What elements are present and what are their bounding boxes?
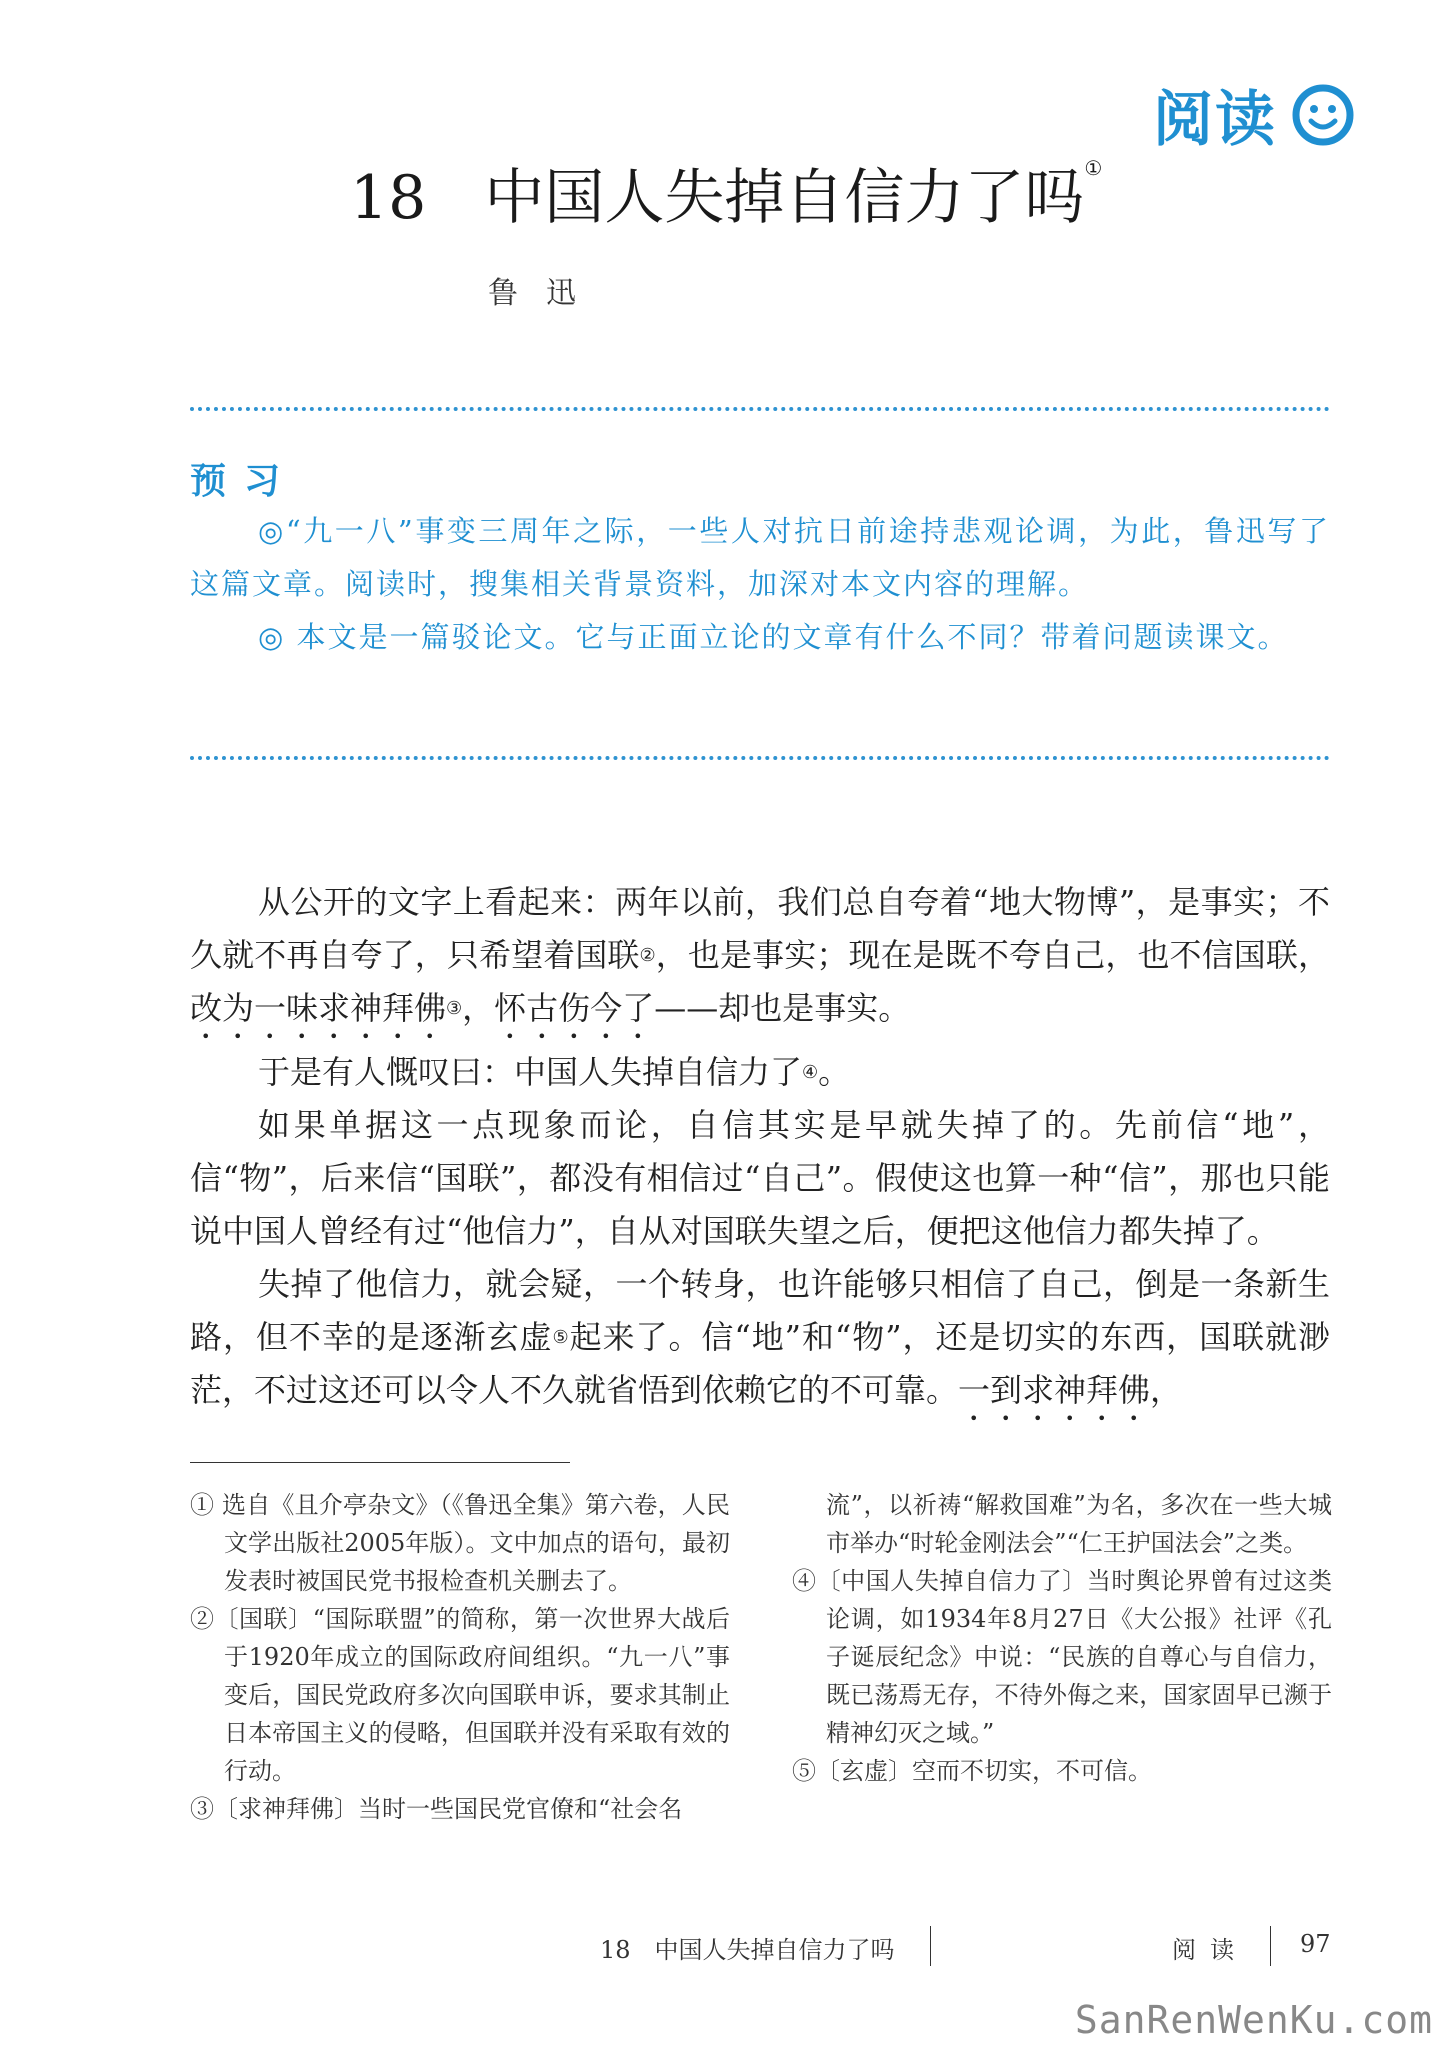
footnote-mark-5[interactable]: ⑤ [552,1327,570,1348]
footer-divider [930,1926,931,1966]
preview-item-1: ◎“九一八”事变三周年之际，一些人对抗日前途持悲观论调，为此，鲁迅写了这篇文章。阅读时，搜集相关背景资料，加深对本文内容的理解。 [190,514,1330,601]
paragraph-4: 失掉了他信力，就会疑，一个转身，也许能够只相信了自己，倒是一条新生路，但不幸的是逐渐玄虚⑤起来了。信“地”和“物”，还是切实的东西，国联就渺茫，不过这还可以令人不久就省悟到依赖它的不可靠。一到求神拜佛， [190,1265,1330,1409]
footnote-mark-3[interactable]: ③ [446,998,463,1019]
emphasized-phrase: 怀古伤今了 [494,989,655,1027]
paragraph-1: 从公开的文字上看起来：两年以前，我们总自夸着“地大物博”，是事实；不久就不再自夸了，只希望着国联②，也是事实；现在是既不夸自己，也不信国联，改为一味求神拜佛③，怀古伤今了——却也是事实。 [190,883,1330,1027]
footer-section: 阅读 [1172,1936,1248,1964]
emphasized-phrase: 一到求神拜佛， [958,1371,1183,1409]
footer-divider [1270,1926,1271,1966]
page-number: 97 [1300,1930,1331,1958]
preview-content [190,505,1330,664]
lesson-number: 18 [350,163,427,233]
paragraph-2: 于是有人慨叹曰：中国人失掉自信力了④。 [258,1053,851,1091]
footnote-mark-2[interactable]: ② [639,945,656,966]
title-footnote-mark[interactable]: ① [1084,156,1103,180]
section-tag-label: 阅读 [1153,85,1277,155]
lesson-title-text: 中国人失掉自信力了吗 [484,163,1085,233]
preview-item-2: ◎ 本文是一篇驳论文。它与正面立论的文章有什么不同？带着问题读课文。 [258,620,1289,654]
dotted-divider-bottom [190,756,1330,760]
footer-lesson-title: 18 中国人失掉自信力了吗 [600,1936,895,1964]
footnotes-right-column [792,1486,1332,1790]
footnote-1: ① 选自《且介亭杂文》（《鲁迅全集》第六卷，人民文学出版社2005年版）。文中加点的语句，最初发表时被国民党书报检查机关删去了。 [190,1491,730,1595]
footnote-5: ⑤〔玄虚〕空而不切实，不可信。 [792,1757,1152,1785]
footnotes-left-column [190,1486,730,1828]
footnote-3-continued: 流”，以祈祷“解救国难”为名，多次在一些大城市举办“时轮金刚法会”“仁王护国法会”之类。 [826,1491,1332,1557]
main-text [190,876,1330,1428]
preview-heading: 预习 [190,460,299,502]
section-tag [1153,72,1355,158]
footnote-rule [190,1462,570,1463]
emphasized-phrase: 改为一味求神拜佛 [190,989,447,1027]
paragraph-3: 如果单据这一点现象而论，自信其实是早就失掉了的。先前信“地”，信“物”，后来信“国联”，都没有相信过“自己”。假使这也算一种“信”，那也只能说中国人曾经有过“他信力”，自从对国联失望之后，便把这他信力都失掉了。 [190,1106,1330,1250]
footnote-3: ③〔求神拜佛〕当时一些国民党官僚和“社会名 [190,1795,683,1823]
lesson-title [350,150,1102,236]
watermark: SanRenWenKu.com [1074,1998,1433,2042]
footnote-mark-4[interactable]: ④ [802,1062,819,1083]
author: 鲁迅 [488,276,604,311]
footnote-2: ②〔国联〕“国际联盟”的简称，第一次世界大战后于1920年成立的国际政府间组织。“九一八”事变后，国民党政府多次向国联申诉，要求其制止日本帝国主义的侵略，但国联并没有采取有效的行动。 [190,1605,730,1785]
smiley-face-icon [1291,83,1355,147]
footnote-4: ④〔中国人失掉自信力了〕当时舆论界曾有过这类论调，如1934年8月27日《大公报》社评《孔子诞辰纪念》中说：“民族的自尊心与自信力，既已荡焉无存，不待外侮之来，国家固早已濒于精神幻灭之域。” [792,1567,1332,1747]
dotted-divider-top [190,407,1330,411]
